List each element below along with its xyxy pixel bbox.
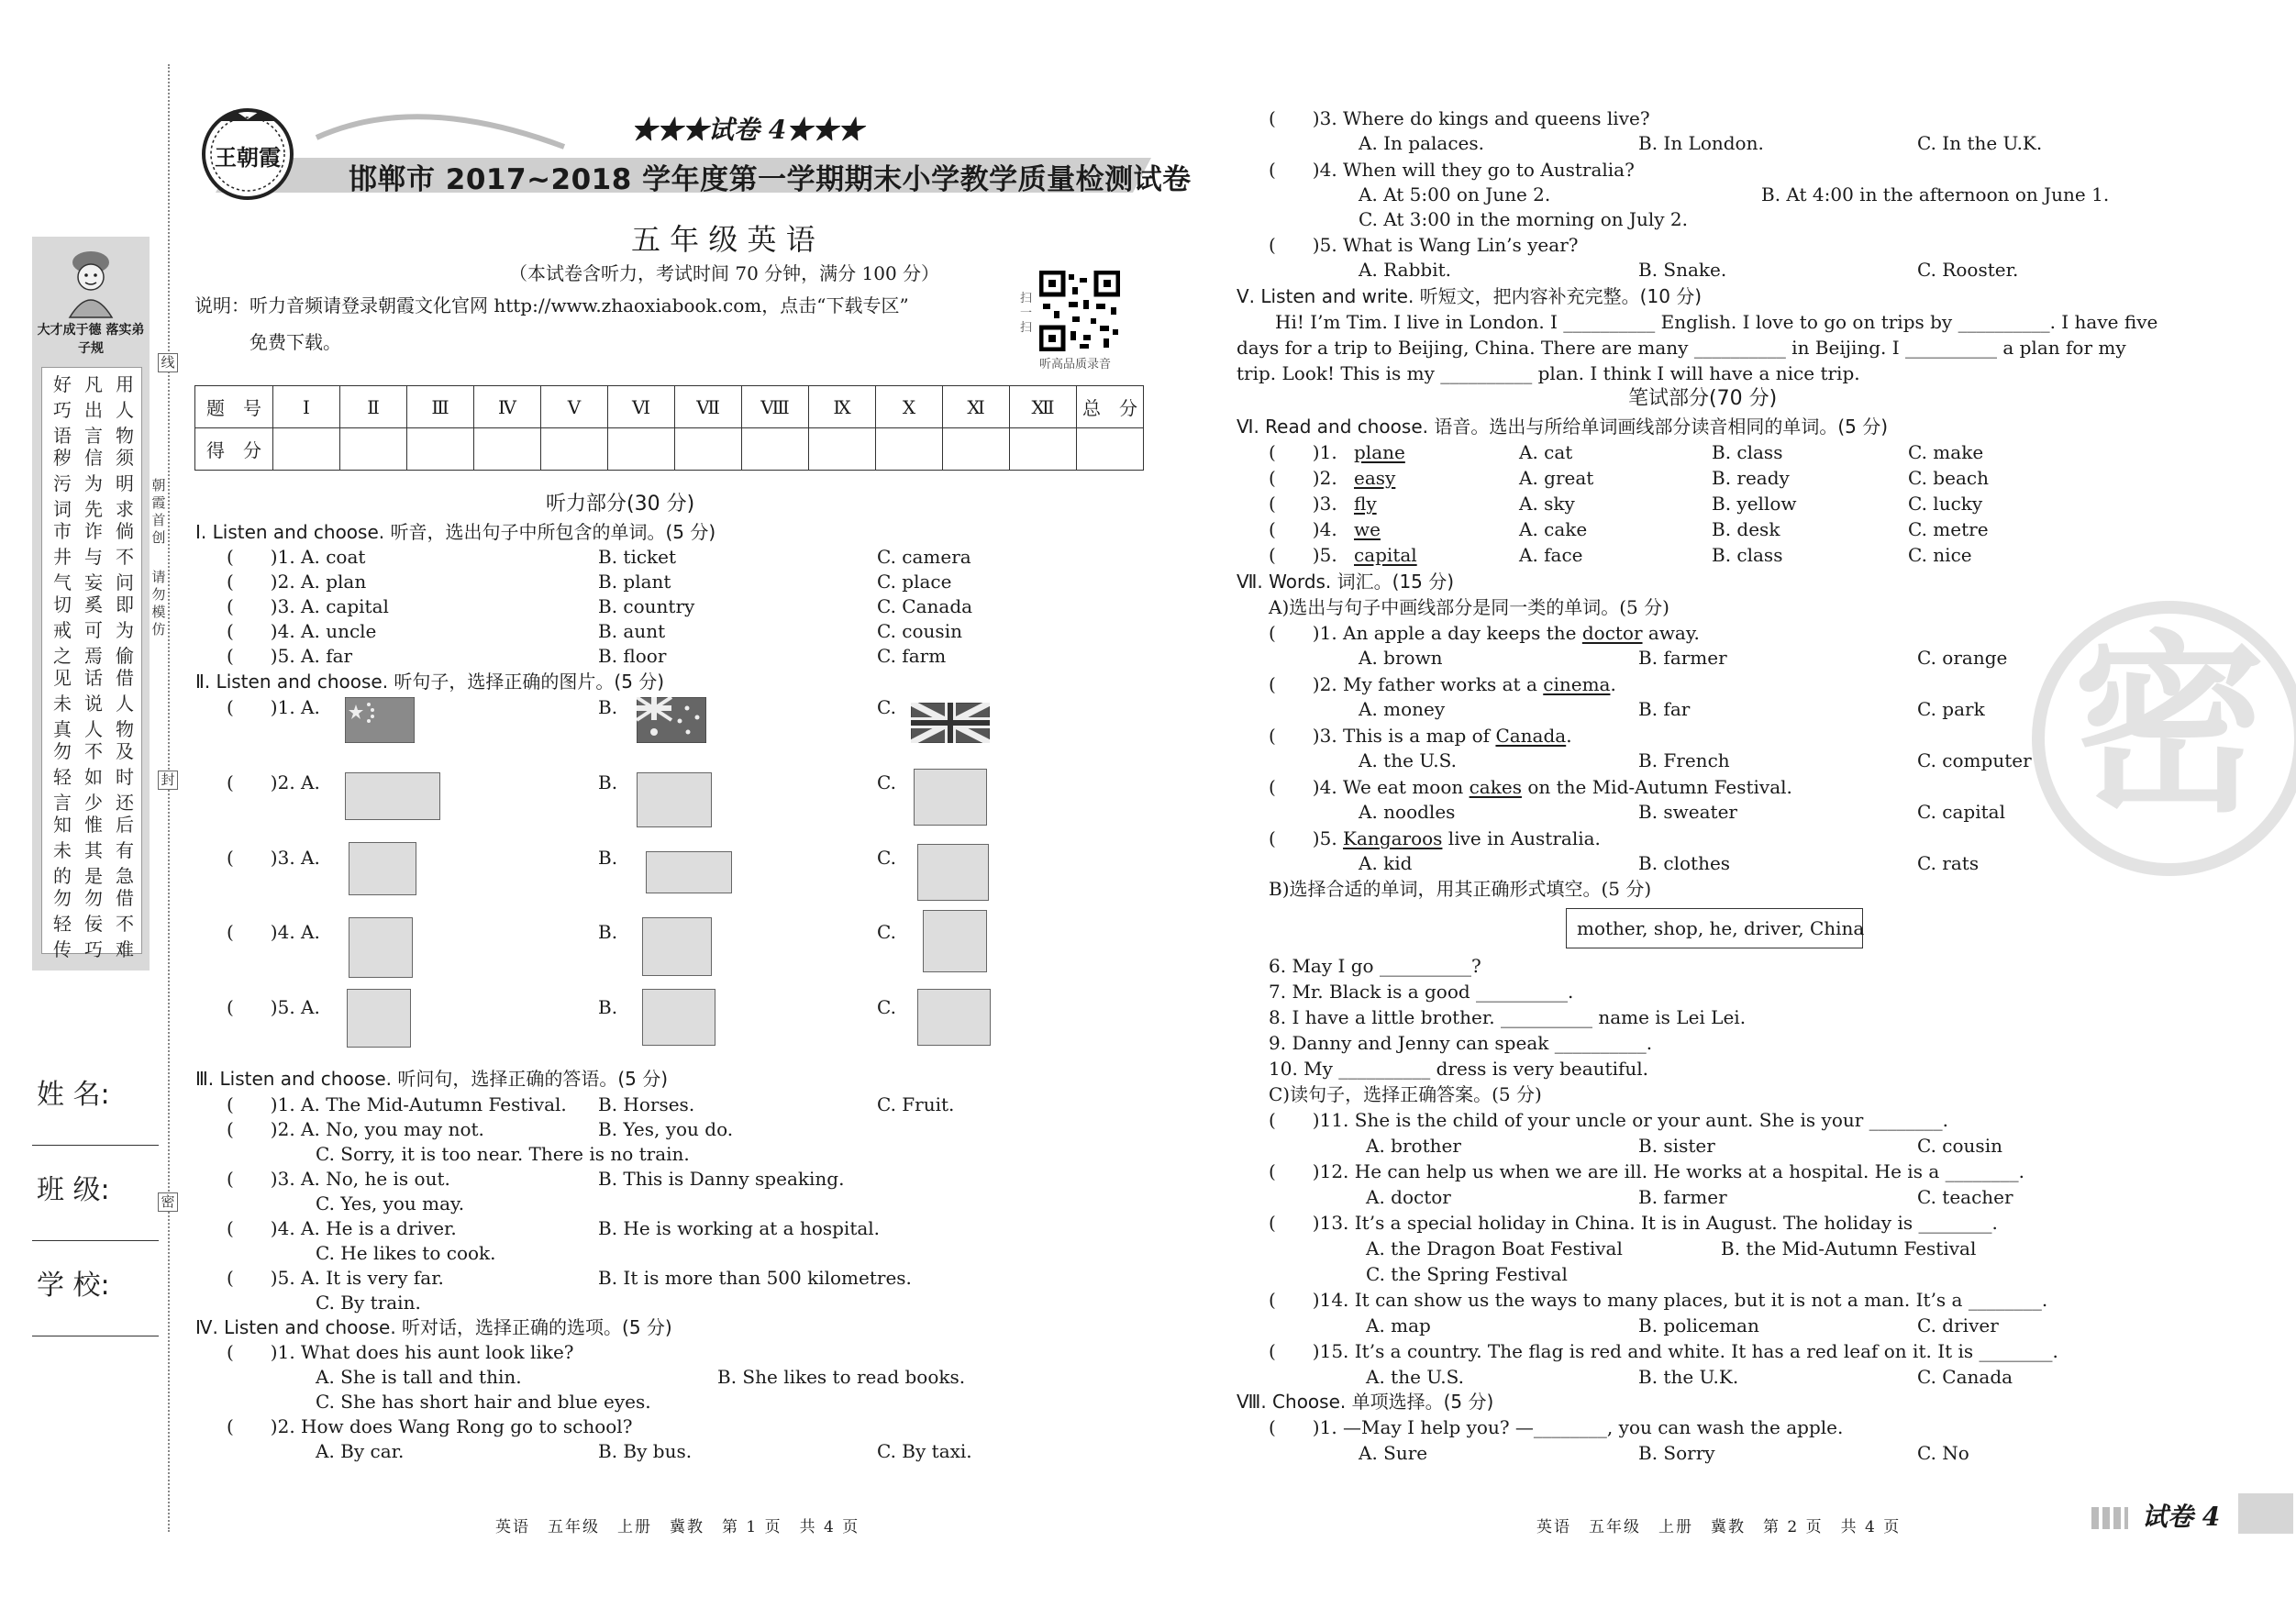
poem-column: 后有急 bbox=[116, 814, 134, 887]
sec7-a5[interactable]: ( )5. Kangaroos live in Australia. bbox=[1269, 827, 1601, 849]
sec7-b7[interactable]: 7. Mr. Black is a good __________. bbox=[1269, 981, 1574, 1003]
sec7-a2[interactable]: ( )2. My father works at a cinema. bbox=[1269, 673, 1616, 695]
cut-mark-secret: 密 bbox=[158, 1192, 178, 1212]
poem-column: 勿佞巧 bbox=[84, 887, 103, 960]
score-table-header-row bbox=[195, 386, 1144, 428]
lion-dance-picture[interactable] bbox=[642, 989, 715, 1046]
sec4-q2-a: A. By car. bbox=[316, 1440, 405, 1462]
corner-tab: 试卷 4 bbox=[2142, 1502, 2221, 1532]
sec7-c15-b: B. the U.K. bbox=[1638, 1366, 1739, 1388]
score-table-row1-label: 题 号 bbox=[195, 386, 273, 428]
sec1-q1[interactable]: ( )1. A. coat bbox=[227, 546, 366, 568]
qr-caption: 听高品质录音 bbox=[1039, 358, 1112, 372]
sec8-title: Ⅷ. Choose. 单项选择。(5 分) bbox=[1237, 1391, 1494, 1413]
sec1-title: Ⅰ. Listen and choose. 听音，选出句子中所包含的单词。(5 分) bbox=[195, 521, 716, 543]
poem-column: 切戒之 bbox=[53, 593, 72, 667]
poem-column: 秽污词 bbox=[53, 447, 72, 520]
sec4-q3-a: A. In palaces. bbox=[1359, 132, 1485, 154]
sec7-a2-c: C. park bbox=[1917, 698, 1985, 720]
poem-column: 好巧语 bbox=[53, 373, 72, 447]
sec4-q2[interactable]: ( )2. How does Wang Rong go to school? bbox=[227, 1415, 633, 1437]
score-col-11: Ⅺ bbox=[943, 386, 1010, 428]
sec4-title: Ⅳ. Listen and choose. 听对话，选择正确的选项。(5 分) bbox=[195, 1316, 672, 1338]
class-field[interactable] bbox=[32, 1240, 159, 1241]
school-label: 学 校: bbox=[37, 1270, 110, 1302]
sec6-q2[interactable]: ( )2. bbox=[1269, 467, 1337, 489]
sec7-a1[interactable]: ( )1. An apple a day keeps the doctor away. bbox=[1269, 622, 1700, 644]
sec3-q5-b: B. It is more than 500 kilometres. bbox=[598, 1267, 912, 1289]
sec8-q1-c: C. No bbox=[1917, 1442, 1969, 1464]
sec1-q4-b: B. aunt bbox=[598, 620, 666, 642]
score-cell[interactable] bbox=[742, 428, 809, 471]
corner-dots-decoration bbox=[2091, 1507, 2128, 1529]
sec6-q1[interactable]: ( )1. bbox=[1269, 441, 1337, 463]
score-col-8: Ⅷ bbox=[742, 386, 809, 428]
sec7-b6[interactable]: 6. May I go __________? bbox=[1269, 955, 1481, 977]
scholar-mascot-icon bbox=[53, 246, 128, 319]
sec4-q1-b: B. She likes to read books. bbox=[717, 1366, 966, 1388]
score-cell[interactable] bbox=[809, 428, 876, 471]
sec1-q5-b: B. floor bbox=[598, 645, 667, 667]
class-label: 班 级: bbox=[37, 1174, 110, 1206]
footer-page-1: 英语 五年级 上册 冀教 第 1 页 共 4 页 bbox=[495, 1518, 860, 1536]
score-cell[interactable] bbox=[541, 428, 608, 471]
sec7-a5-b: B. clothes bbox=[1638, 852, 1731, 874]
sec6-q5-b: B. class bbox=[1712, 544, 1783, 566]
sec2-q5[interactable]: ( )5. A. bbox=[227, 996, 320, 1018]
sec7-c12-a: A. doctor bbox=[1366, 1186, 1451, 1208]
score-table-score-row bbox=[195, 428, 1144, 471]
sec7-a3-c: C. computer bbox=[1917, 749, 2032, 771]
sec3-title: Ⅲ. Listen and choose. 听问句，选择正确的答语。(5 分) bbox=[195, 1068, 669, 1090]
poem-column: 用人物 bbox=[116, 373, 134, 447]
listening-part-title: 听力部分(30 分) bbox=[546, 493, 695, 516]
uk-flag-picture[interactable] bbox=[911, 703, 990, 743]
sec7-a1-a: A. brown bbox=[1359, 647, 1443, 669]
dragon-picture[interactable] bbox=[347, 989, 411, 1048]
secret-seal-text: 密 bbox=[2073, 614, 2267, 838]
sec7-a5-c: C. rats bbox=[1917, 852, 1980, 874]
sec7-a4[interactable]: ( )4. We eat moon cakes on the Mid-Autumn Festival. bbox=[1269, 776, 1792, 798]
sec4-q2-b: B. By bus. bbox=[598, 1440, 693, 1462]
sec2-title: Ⅱ. Listen and choose. 听句子，选择正确的图片。(5 分) bbox=[195, 671, 665, 693]
sec6-q5-a: A. face bbox=[1519, 544, 1583, 566]
sec7-c12-c: C. teacher bbox=[1917, 1186, 2013, 1208]
score-cell[interactable] bbox=[1010, 428, 1077, 471]
exam-title: 邯郸市 2017~2018 学年度第一学期期末小学教学质量检测试卷 bbox=[349, 163, 1192, 196]
underlined-word: Canada bbox=[1495, 725, 1567, 747]
sec7-c11-c: C. cousin bbox=[1917, 1135, 2002, 1157]
score-col-10: Ⅹ bbox=[876, 386, 943, 428]
sec1-q4-c: C. cousin bbox=[877, 620, 962, 642]
dress-picture[interactable] bbox=[349, 842, 416, 895]
sec6-q2-b: B. ready bbox=[1712, 467, 1790, 489]
sec6-q4-a: A. cake bbox=[1519, 518, 1588, 540]
underlined-word: Kangaroos bbox=[1343, 827, 1443, 849]
sec2-q3[interactable]: ( )3. A. bbox=[227, 847, 320, 869]
sec7-c14-c: C. driver bbox=[1917, 1314, 1999, 1336]
sec4-q1-a: A. She is tall and thin. bbox=[316, 1366, 522, 1388]
score-col-5: Ⅴ bbox=[541, 386, 608, 428]
sec3-q2-b: B. Yes, you do. bbox=[598, 1118, 734, 1140]
sec2-q3-c: C. bbox=[877, 847, 896, 869]
poem-column: 不如少 bbox=[84, 740, 103, 814]
sec6-q3-word: fly bbox=[1354, 493, 1377, 515]
sec1-q1-c: C. camera bbox=[877, 546, 971, 568]
sec6-q1-c: C. make bbox=[1908, 441, 1984, 463]
poem-column: 诈与妄 bbox=[84, 520, 103, 593]
sec4-q1[interactable]: ( )1. What does his aunt look like? bbox=[227, 1341, 574, 1363]
sec3-q5[interactable]: ( )5. A. It is very far. bbox=[227, 1267, 444, 1289]
sec1-q5[interactable]: ( )5. A. far bbox=[227, 645, 353, 667]
poem-column: 凡出言 bbox=[84, 373, 103, 447]
sec3-q4[interactable]: ( )4. A. He is a driver. bbox=[227, 1217, 457, 1239]
sec7-c12[interactable]: ( )12. He can help us when we are ill. He works at a hospital. He is a ________. bbox=[1269, 1160, 2024, 1182]
sec7-title: Ⅶ. Words. 词汇。(15 分) bbox=[1237, 571, 1455, 593]
sec4-q2-c: C. By taxi. bbox=[877, 1440, 972, 1462]
sec4-q4-a: A. At 5:00 on June 2. bbox=[1359, 183, 1551, 205]
sec7-c14-b: B. policeman bbox=[1638, 1314, 1759, 1336]
score-cell[interactable] bbox=[273, 428, 340, 471]
qr-code-icon[interactable] bbox=[1039, 271, 1120, 351]
sec6-q5-c: C. nice bbox=[1908, 544, 1972, 566]
sweater-picture[interactable] bbox=[646, 851, 732, 893]
score-cell[interactable] bbox=[943, 428, 1010, 471]
sec2-q2-c: C. bbox=[877, 771, 896, 793]
poem-column: 信为先 bbox=[84, 447, 103, 520]
sec2-q3-b: B. bbox=[598, 847, 618, 869]
sec2-q2-b: B. bbox=[598, 771, 618, 793]
sec3-q1-c: C. Fruit. bbox=[877, 1093, 955, 1115]
sec7-c13[interactable]: ( )13. It’s a special holiday in China. It is in August. The holiday is ________. bbox=[1269, 1212, 1998, 1234]
sec7-a4-c: C. capital bbox=[1917, 801, 2005, 823]
sec7-partA-title: A)选出与句子中画线部分是同一类的单词。(5 分) bbox=[1269, 596, 1669, 618]
sec6-q5-word: capital bbox=[1354, 544, 1417, 566]
sec2-q1-b: B. bbox=[598, 696, 618, 718]
score-col-12: Ⅻ bbox=[1010, 386, 1077, 428]
sec1-q4[interactable]: ( )4. A. uncle bbox=[227, 620, 377, 642]
underlined-word: cinema bbox=[1543, 673, 1611, 695]
sec2-q4-b: B. bbox=[598, 921, 618, 943]
city-street-picture[interactable] bbox=[637, 772, 712, 827]
sec2-q2[interactable]: ( )2. A. bbox=[227, 771, 320, 793]
score-cell[interactable] bbox=[407, 428, 474, 471]
sec3-q1-b: B. Horses. bbox=[598, 1093, 695, 1115]
sec4-q5[interactable]: ( )5. What is Wang Lin’s year? bbox=[1269, 234, 1579, 256]
sec4-q5-c: C. Rooster. bbox=[1917, 259, 2019, 281]
poem-column: 须明求 bbox=[116, 447, 134, 520]
name-field[interactable] bbox=[32, 1145, 159, 1146]
score-cell[interactable] bbox=[608, 428, 675, 471]
score-cell[interactable] bbox=[474, 428, 541, 471]
score-col-2: Ⅱ bbox=[340, 386, 407, 428]
score-cell[interactable] bbox=[675, 428, 742, 471]
qr-side-text: 扫一扫 bbox=[1020, 292, 1033, 335]
sec6-q3-b: B. yellow bbox=[1712, 493, 1797, 515]
score-col-1: Ⅰ bbox=[273, 386, 340, 428]
score-cell[interactable] bbox=[876, 428, 943, 471]
sec6-q1-b: B. class bbox=[1712, 441, 1783, 463]
family-picture[interactable] bbox=[642, 917, 712, 976]
sec6-q3-c: C. lucky bbox=[1908, 493, 1983, 515]
sec7-c15-a: A. the U.S. bbox=[1366, 1366, 1464, 1388]
coats-picture[interactable] bbox=[917, 844, 989, 901]
australia-flag-picture[interactable] bbox=[637, 697, 706, 743]
sec6-q2-a: A. great bbox=[1519, 467, 1594, 489]
sec6-q2-word: easy bbox=[1354, 467, 1396, 489]
poem-column: 惟其是 bbox=[84, 814, 103, 887]
market-picture[interactable] bbox=[349, 917, 413, 978]
sec8-q1-a: A. Sure bbox=[1359, 1442, 1428, 1464]
sec1-q2-b: B. plant bbox=[598, 571, 671, 593]
sec1-q3-c: C. Canada bbox=[877, 595, 973, 617]
sec3-q2-c: C. Sorry, it is too near. There is no train. bbox=[316, 1143, 690, 1165]
sec7-c15-c: C. Canada bbox=[1917, 1366, 2013, 1388]
crowd-picture[interactable] bbox=[917, 989, 991, 1046]
sec7-a1-b: B. farmer bbox=[1638, 647, 1727, 669]
sec7-a2-a: A. money bbox=[1359, 698, 1446, 720]
score-col-9: Ⅸ bbox=[809, 386, 876, 428]
sec6-q1-word: plane bbox=[1354, 441, 1405, 463]
sec6-q4-c: C. metre bbox=[1908, 518, 1989, 540]
sec7-partC-title: C)读句子，选择正确答案。(5 分) bbox=[1269, 1083, 1542, 1105]
sec7-c12-b: B. farmer bbox=[1638, 1186, 1727, 1208]
exam-banner: ★★★试卷 4★★★ bbox=[631, 115, 864, 145]
sec3-q3-c: C. Yes, you may. bbox=[316, 1192, 465, 1214]
sec3-q4-b: B. He is working at a hospital. bbox=[598, 1217, 881, 1239]
sec7-c14-a: A. map bbox=[1366, 1314, 1431, 1336]
sec6-q5[interactable]: ( )5. bbox=[1269, 544, 1337, 566]
sec7-c11-b: B. sister bbox=[1638, 1135, 1715, 1157]
sec6-q3[interactable]: ( )3. bbox=[1269, 493, 1337, 515]
train-picture[interactable] bbox=[345, 772, 440, 820]
sec6-q4-word: we bbox=[1354, 518, 1381, 540]
corner-tab-bar bbox=[2238, 1493, 2293, 1534]
poem-column: 勿轻言 bbox=[53, 740, 72, 814]
sec7-a1-c: C. orange bbox=[1917, 647, 2008, 669]
sec1-q2[interactable]: ( )2. A. plan bbox=[227, 571, 367, 593]
name-label: 姓 名: bbox=[37, 1079, 110, 1111]
poem-column: 知未的 bbox=[53, 814, 72, 887]
sec7-partB-title: B)选择合适的单词，用其正确形式填空。(5 分) bbox=[1269, 878, 1652, 900]
sec4-q1-c: C. She has short hair and blue eyes. bbox=[316, 1391, 651, 1413]
sec7-b9[interactable]: 9. Danny and Jenny can speak __________. bbox=[1269, 1032, 1653, 1054]
score-col-7: Ⅶ bbox=[675, 386, 742, 428]
sec3-q5-c: C. By train. bbox=[316, 1292, 421, 1314]
poem-column: 市井气 bbox=[53, 520, 72, 593]
sec5-passage-line-1[interactable]: Hi! I’m Tim. I live in London. I __________ English. I love to go on trips by __________. I have five bbox=[1275, 311, 2158, 333]
sec7-c13-b: B. the Mid-Autumn Festival bbox=[1721, 1237, 1977, 1259]
sec3-q3[interactable]: ( )3. A. No, he is out. bbox=[227, 1168, 450, 1190]
written-part-title: 笔试部分(70 分) bbox=[1628, 387, 1778, 410]
poem-column: 即为偷 bbox=[116, 593, 134, 667]
sec5-title: Ⅴ. Listen and write. 听短文，把内容补充完整。(10 分) bbox=[1237, 285, 1703, 307]
sec3-q4-c: C. He likes to cook. bbox=[316, 1242, 496, 1264]
sec1-q1-b: B. ticket bbox=[598, 546, 677, 568]
cut-mark-line: 线 bbox=[158, 353, 178, 372]
sec7-c15[interactable]: ( )15. It’s a country. The flag is red and white. It has a red leaf on it. It is ________. bbox=[1269, 1340, 2058, 1362]
sec4-q4-b: B. At 4:00 in the afternoon on June 1. bbox=[1761, 183, 2110, 205]
instruction-line-1: 说明：听力音频请登录朝霞文化官网 http://www.zhaoxiabook.com，点击“下载专区” bbox=[194, 294, 909, 316]
poem-column: 及时还 bbox=[116, 740, 134, 814]
sidebar-motto: 大才成于德 落实弟子规 bbox=[37, 323, 145, 356]
sec7-b8[interactable]: 8. I have a little brother. __________ name is Lei Lei. bbox=[1269, 1006, 1747, 1028]
sec7-a3[interactable]: ( )3. This is a map of Canada. bbox=[1269, 725, 1572, 747]
sec4-q3[interactable]: ( )3. Where do kings and queens live? bbox=[1269, 107, 1650, 129]
poem-column: 借不难 bbox=[116, 887, 134, 960]
sec4-q5-a: A. Rabbit. bbox=[1359, 259, 1451, 281]
sec4-q4[interactable]: ( )4. When will they go to Australia? bbox=[1269, 159, 1635, 181]
footer-page-2: 英语 五年级 上册 冀教 第 2 页 共 4 页 bbox=[1536, 1518, 1902, 1536]
poem-column: 借人物 bbox=[116, 667, 134, 740]
sec3-q1[interactable]: ( )1. A. The Mid-Autumn Festival. bbox=[227, 1093, 567, 1115]
cut-mark-seal: 封 bbox=[158, 771, 178, 790]
poem-column: 话说人 bbox=[84, 667, 103, 740]
sec3-q2[interactable]: ( )2. A. No, you may not. bbox=[227, 1118, 484, 1140]
sec2-q1[interactable]: ( )1. A. bbox=[227, 696, 320, 718]
sec4-q4-c: C. At 3:00 in the morning on July 2. bbox=[1359, 208, 1689, 230]
score-col-4: Ⅳ bbox=[474, 386, 541, 428]
sec7-a5-a: A. kid bbox=[1359, 852, 1413, 874]
logo-text: 王朝霞 bbox=[215, 144, 281, 171]
sec7-c11[interactable]: ( )11. She is the child of your uncle or your aunt. She is your ________. bbox=[1269, 1109, 1949, 1131]
score-cell[interactable] bbox=[340, 428, 407, 471]
underlined-word: doctor bbox=[1581, 622, 1643, 644]
poem-column: 奚可焉 bbox=[84, 593, 103, 667]
vertical-note-1: 朝霞首创 bbox=[151, 477, 166, 546]
sec6-q1-a: A. cat bbox=[1519, 441, 1573, 463]
sec5-passage-line-3[interactable]: trip. Look! This is my __________ plan. I think I will have a nice trip. bbox=[1237, 362, 1860, 384]
sec2-q1-c: C. bbox=[877, 696, 896, 718]
instruction-line-2: 免费下载。 bbox=[250, 331, 341, 353]
performers-picture[interactable] bbox=[914, 769, 987, 826]
sec7-b10[interactable]: 10. My __________ dress is very beautiful. bbox=[1269, 1058, 1649, 1080]
sec5-passage-line-2[interactable]: days for a trip to Beijing, China. There are many __________ in Beijing. I __________ a plan for my bbox=[1237, 337, 2126, 359]
score-cell-total[interactable] bbox=[1077, 428, 1144, 471]
binding-dotted-line bbox=[168, 64, 170, 1532]
sec7-c14[interactable]: ( )14. It can show us the ways to many places, but it is not a man. It’s a ________. bbox=[1269, 1289, 2048, 1311]
man-with-fish-picture[interactable] bbox=[923, 910, 987, 972]
sec7-c13-c: C. the Spring Festival bbox=[1366, 1263, 1568, 1285]
poem-column: 倘不问 bbox=[116, 520, 134, 593]
subject-title: 五 年 级 英 语 bbox=[631, 222, 815, 257]
sec7-a3-a: A. the U.S. bbox=[1359, 749, 1457, 771]
sec1-q3-b: B. country bbox=[598, 595, 695, 617]
sec7-a4-b: B. sweater bbox=[1638, 801, 1737, 823]
word-bank-text: mother, shop, he, driver, China bbox=[1577, 917, 1865, 939]
sec4-q3-c: C. In the U.K. bbox=[1917, 132, 2043, 154]
sec2-q5-b: B. bbox=[598, 996, 618, 1018]
sec7-c13-a: A. the Dragon Boat Festival bbox=[1366, 1237, 1623, 1259]
sec4-q5-b: B. Snake. bbox=[1638, 259, 1727, 281]
sec7-c11-a: A. brother bbox=[1366, 1135, 1461, 1157]
exam-note: （本试卷含听力，考试时间 70 分钟，满分 100 分） bbox=[509, 262, 940, 284]
sec6-q4[interactable]: ( )4. bbox=[1269, 518, 1337, 540]
sec7-a2-b: B. far bbox=[1638, 698, 1691, 720]
sec7-a4-a: A. noodles bbox=[1359, 801, 1456, 823]
sec2-q4-c: C. bbox=[877, 921, 896, 943]
sec2-q4[interactable]: ( )4. A. bbox=[227, 921, 320, 943]
score-col-6: Ⅵ bbox=[608, 386, 675, 428]
score-col-3: Ⅲ bbox=[407, 386, 474, 428]
sec7-a3-b: B. French bbox=[1638, 749, 1730, 771]
poem-column: 见未真 bbox=[53, 667, 72, 740]
poem-column: 勿轻传 bbox=[53, 887, 72, 960]
sec1-q2-c: C. place bbox=[877, 571, 952, 593]
sec6-title: Ⅵ. Read and choose. 语音。选出与所给单词画线部分读音相同的单词。(5 分) bbox=[1237, 416, 1889, 438]
sec3-q3-b: B. This is Danny speaking. bbox=[598, 1168, 845, 1190]
sec8-q1-b: B. Sorry bbox=[1638, 1442, 1715, 1464]
sec1-q5-c: C. farm bbox=[877, 645, 947, 667]
sec6-q2-c: C. beach bbox=[1908, 467, 1989, 489]
sec4-q3-b: B. In London. bbox=[1638, 132, 1764, 154]
score-col-total: 总 分 bbox=[1077, 386, 1144, 428]
score-table-row2-label: 得 分 bbox=[195, 428, 273, 471]
sec1-q3[interactable]: ( )3. A. capital bbox=[227, 595, 389, 617]
sec6-q3-a: A. sky bbox=[1519, 493, 1575, 515]
china-flag-picture[interactable] bbox=[345, 697, 415, 743]
sec2-q5-c: C. bbox=[877, 996, 896, 1018]
score-table bbox=[194, 385, 1144, 471]
underlined-word: cakes bbox=[1469, 776, 1522, 798]
sec6-q4-b: B. desk bbox=[1712, 518, 1780, 540]
vertical-note-2: 请勿模仿 bbox=[151, 569, 166, 638]
sec8-q1[interactable]: ( )1. —May I help you? —________, you can wash the apple. bbox=[1269, 1416, 1844, 1438]
